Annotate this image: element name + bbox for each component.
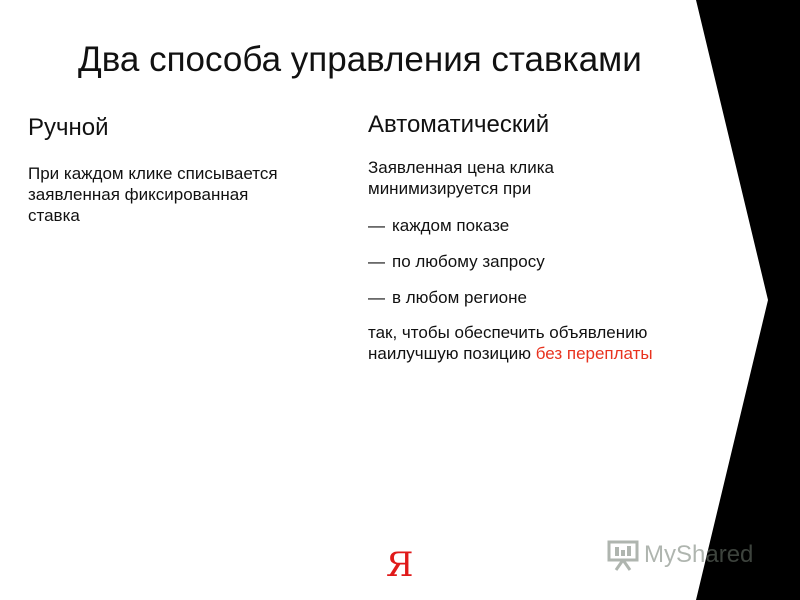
outro-text: так, чтобы обеспечить объявлению наилучшую позицию bbox=[368, 323, 648, 363]
list-item bbox=[368, 287, 545, 308]
outro-highlight: без переплаты bbox=[535, 344, 653, 363]
bullet-text: в любом регионе bbox=[392, 288, 527, 307]
bullet-list bbox=[368, 215, 545, 323]
automatic-heading: Автоматический bbox=[368, 111, 550, 138]
watermark-text: MyShared bbox=[644, 541, 754, 568]
manual-description: При каждом клике списывается заявленная фиксированная ставка bbox=[28, 164, 278, 225]
bullet-dash: — bbox=[368, 216, 385, 235]
presentation-board-icon bbox=[606, 538, 640, 572]
yandex-logo: Я bbox=[386, 545, 414, 585]
watermark bbox=[606, 537, 753, 573]
automatic-outro bbox=[368, 322, 708, 364]
bullet-text: каждом показе bbox=[392, 216, 510, 235]
list-item bbox=[368, 215, 545, 236]
bullet-dash: — bbox=[368, 288, 385, 307]
bullet-dash: — bbox=[368, 252, 385, 271]
manual-heading: Ручной bbox=[28, 114, 109, 141]
slide-title: Два способа управления ставками bbox=[78, 40, 642, 79]
bullet-text: по любому запросу bbox=[392, 252, 545, 271]
automatic-intro: Заявленная цена клика минимизируется при bbox=[368, 158, 554, 198]
list-item bbox=[368, 251, 545, 272]
